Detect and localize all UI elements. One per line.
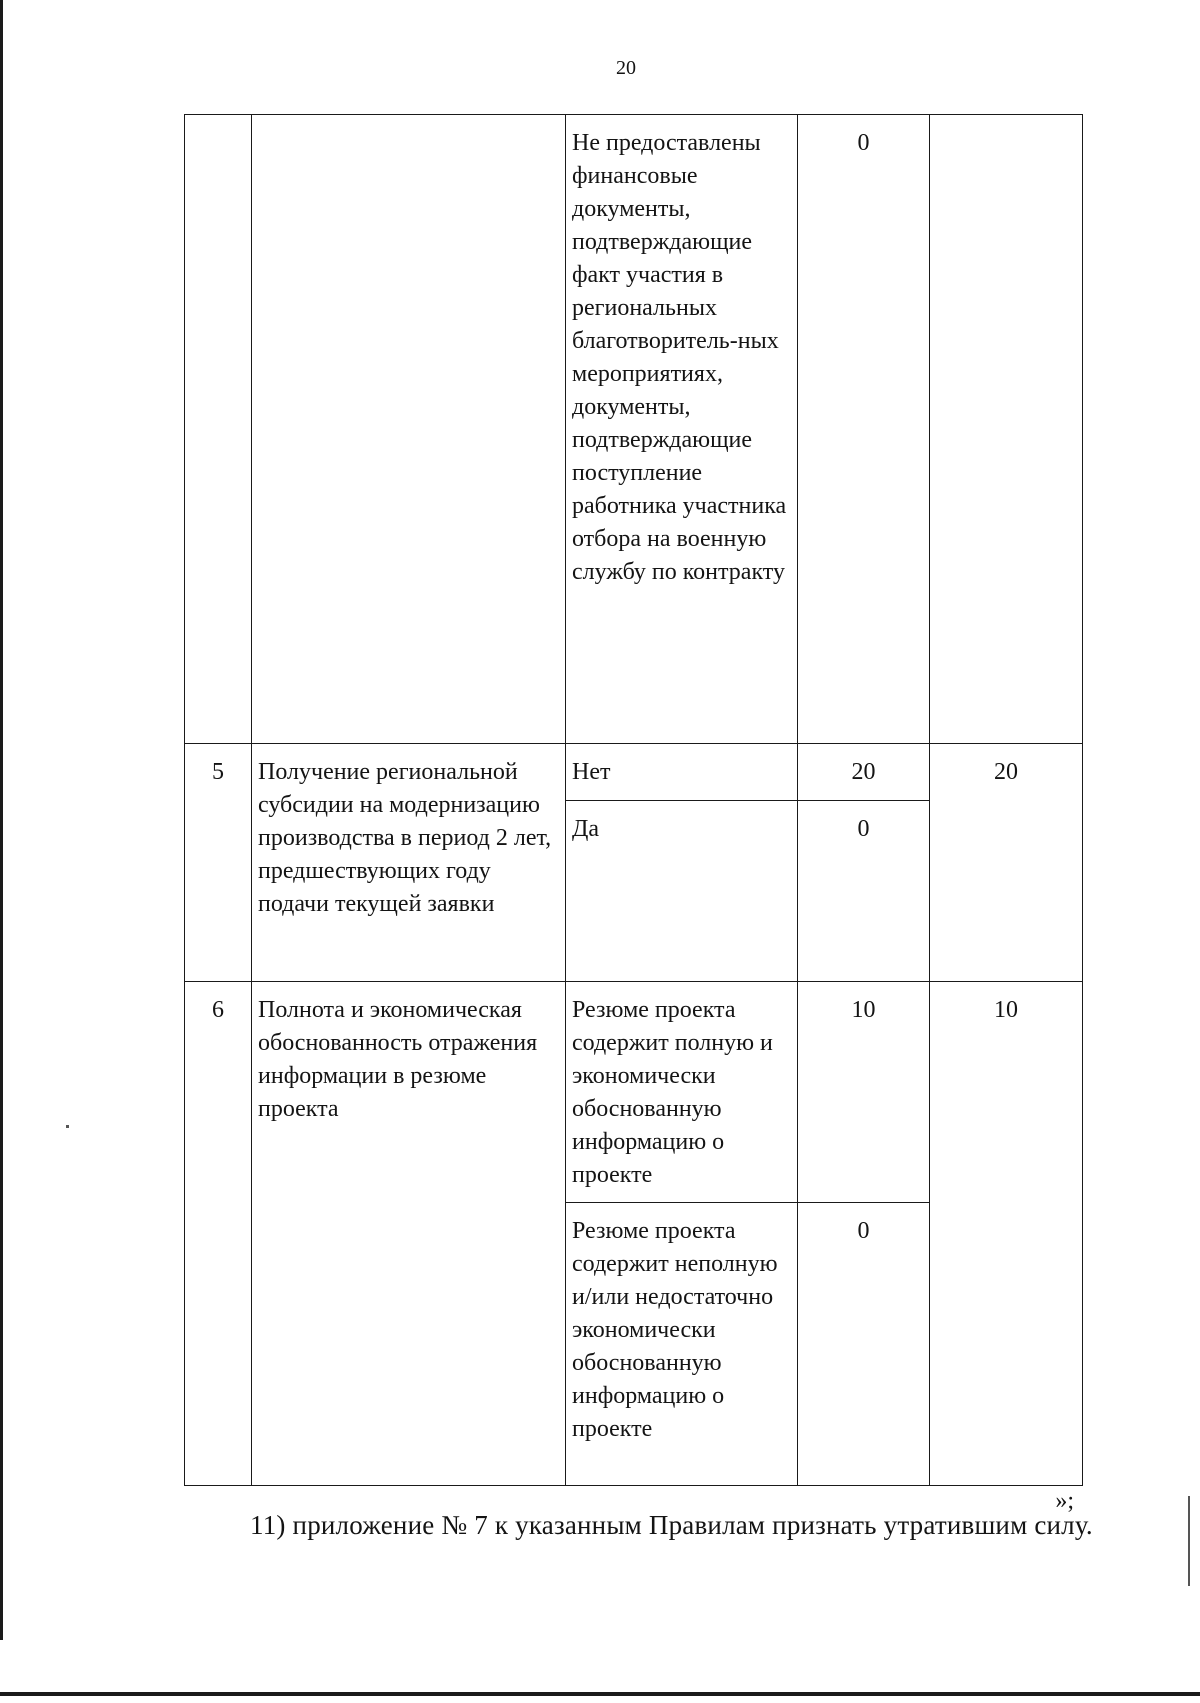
table-row: [185, 744, 1083, 801]
max-score-cell: 20: [930, 744, 1083, 982]
max-score-cell: 10: [930, 982, 1083, 1486]
score-cell: 0: [798, 115, 930, 744]
amendment-paragraph: 11) приложение № 7 к указанным Правилам признать утратившим силу.: [250, 1510, 1093, 1540]
criterion-cell: Получение региональной субсидии на модернизацию производства в период 2 лет, предшествующих году подачи текущей заявки: [252, 744, 566, 982]
closing-quote-mark: »;: [1055, 1488, 1074, 1514]
option-cell: Резюме проекта содержит неполную и/или недостаточно экономически обоснованную информацию о проекте: [566, 1203, 798, 1486]
score-cell: 0: [798, 1203, 930, 1486]
page-number: 20: [616, 57, 636, 79]
row-number-cell: 5: [185, 744, 252, 982]
score-cell: 10: [798, 982, 930, 1203]
option-cell: Не предоставлены финансовые документы, подтверждающие факт участия в региональных благотворитель-ных мероприятиях, документы, подтверждающие поступление работника участника отбора на военную службу по контракту: [566, 115, 798, 744]
row-number-cell: 6: [185, 982, 252, 1486]
table-row: [185, 982, 1083, 1203]
scan-edge-left: [0, 0, 3, 1640]
scan-speck: [66, 1125, 69, 1128]
score-cell: 0: [798, 801, 930, 982]
scan-edge-bottom: [0, 1692, 1200, 1696]
row-number-cell: [185, 115, 252, 744]
option-cell: Нет: [566, 744, 798, 801]
option-cell: Да: [566, 801, 798, 982]
criterion-cell: Полнота и экономическая обоснованность отражения информации в резюме проекта: [252, 982, 566, 1486]
criterion-cell: [252, 115, 566, 744]
table-row: [185, 115, 1083, 744]
option-cell: Резюме проекта содержит полную и экономически обоснованную информацию о проекте: [566, 982, 798, 1203]
scan-speck: [1188, 1496, 1190, 1586]
scoring-table: [184, 114, 1083, 1486]
max-score-cell: [930, 115, 1083, 744]
score-cell: 20: [798, 744, 930, 801]
